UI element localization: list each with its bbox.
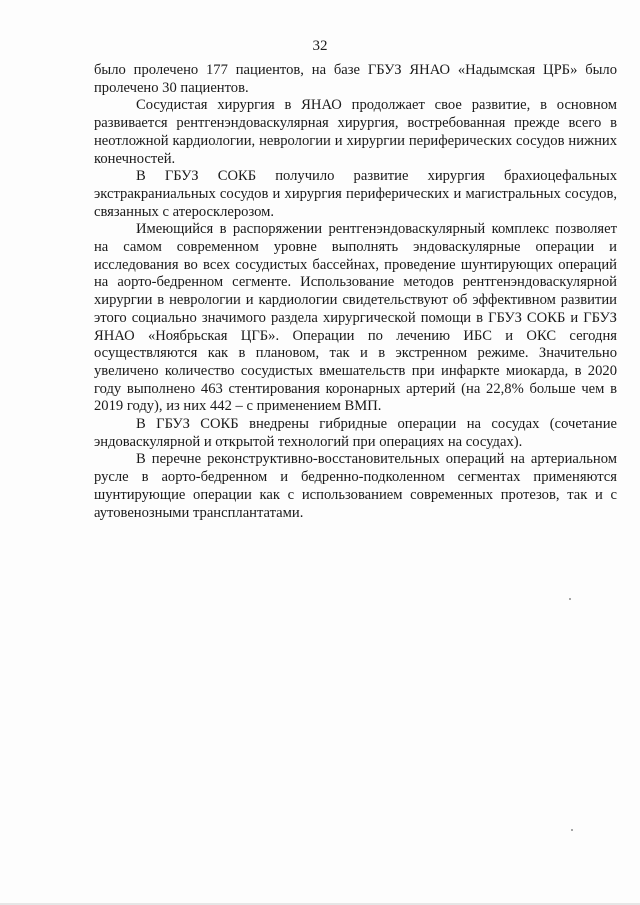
- paragraph-reconstructive-operations: В перечне реконструктивно-восстановительных операций на артериальном русле в аорто-бедренном и бедренно-подколенном сегментах применяются шунтирующие операции как с использованием современных протезов, так и с аутовенозными трансплантатами.: [94, 451, 617, 521]
- paragraph-patients-treated: было пролечено 177 пациентов, на базе ГБУЗ ЯНАО «Надымская ЦРБ» было пролечено 30 пациентов.: [94, 62, 617, 96]
- paragraph-brachiocephalic-surgery: В ГБУЗ СОКБ получило развитие хирургия брахиоцефальных экстракраниальных сосудов и хирургия периферических и магистральных сосудов, связанных с атеросклерозом.: [94, 168, 617, 220]
- page-number: 32: [312, 38, 328, 54]
- scan-speck: [569, 598, 571, 600]
- document-body: [94, 62, 617, 522]
- paragraph-endovascular-complex: Имеющийся в распоряжении рентгенэндоваскулярный комплекс позволяет на самом современном уровне выполнять эндоваскулярные операции и исследования во всех сосудистых бассейнах, проведение шунтирующих операций на аорто-бедренном сегменте. Использование методов рентгенэндоваскулярной хирургии в неврологии и кардиологии свидетельствуют об эффективном развитии этого социально значимого раздела хирургической помощи в ГБУЗ СОКБ и ГБУЗ ЯНАО «Ноябрьская ЦГБ». Операции по лечению ИБС и ОКС сегодня осуществляются как в плановом, так и в экстренном режиме. Значительно увеличено количество сосудистых вмешательств при инфаркте миокарда, в 2020 году выполнено 463 стентирования коронарных артерий (на 22,8% больше чем в 2019 году), из них 442 – с применением ВМП.: [94, 221, 617, 415]
- paragraph-hybrid-operations: В ГБУЗ СОКБ внедрены гибридные операции на сосудах (сочетание эндоваскулярной и открытой технологий при операциях на сосудах).: [94, 416, 617, 450]
- scan-speck: [571, 829, 573, 831]
- paragraph-vascular-surgery: Сосудистая хирургия в ЯНАО продолжает свое развитие, в основном развивается рентгенэндоваскулярная хирургия, востребованная прежде всего в неотложной кардиологии, неврологии и хирургии периферических сосудов нижних конечностей.: [94, 97, 617, 167]
